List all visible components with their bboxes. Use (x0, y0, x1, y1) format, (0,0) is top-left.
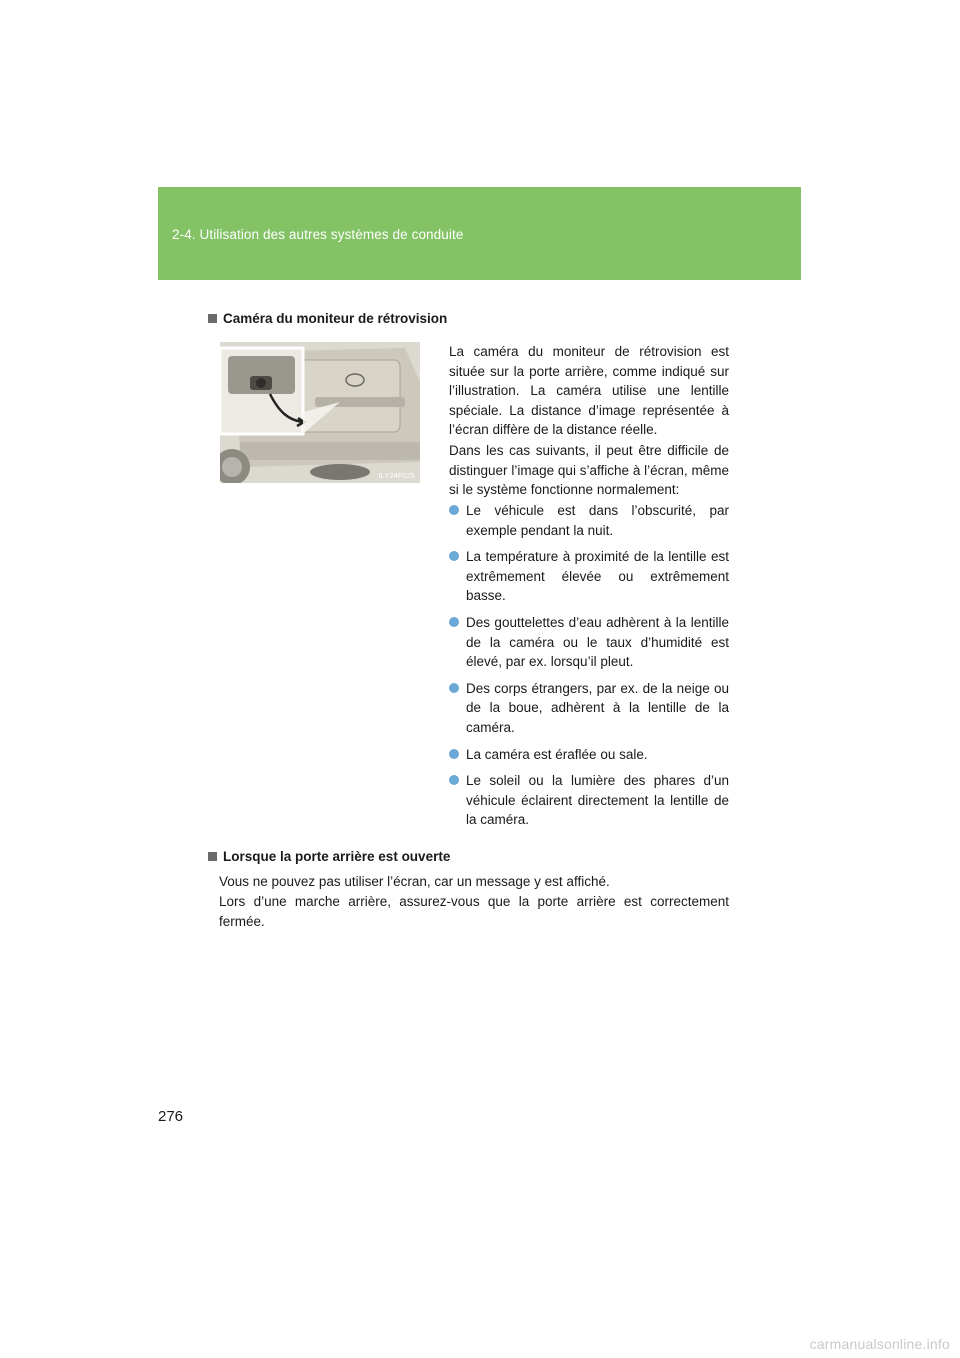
intro-paragraph-2: Dans les cas suivants, il peut être difficile de distinguer l’image qui s’affiche à l’écran, même si le système fonctionne normalement: (449, 443, 729, 498)
circle-bullet-icon (449, 775, 459, 785)
rear-door-line-1: Vous ne pouvez pas utiliser l’écran, car un message y est affiché. (219, 874, 610, 889)
circle-bullet-icon (449, 617, 459, 627)
conditions-list (449, 501, 729, 837)
list-item (449, 679, 729, 738)
section-heading-camera-text: Caméra du moniteur de rétrovision (223, 311, 448, 326)
rear-camera-illustration (220, 342, 420, 483)
square-bullet-icon (208, 314, 217, 323)
list-item-text: Des corps étrangers, par ex. de la neige ou de la boue, adhèrent à la lentille de la caméra. (466, 680, 729, 735)
list-item-text: Le soleil ou la lumière des phares d’un véhicule éclairent directement la lentille de la caméra. (466, 773, 729, 828)
list-item (449, 547, 729, 606)
list-item (449, 613, 729, 672)
list-item (449, 745, 729, 765)
circle-bullet-icon (449, 749, 459, 759)
intro-paragraph-1: La caméra du moniteur de rétrovision est située sur la porte arrière, comme indiqué sur l’illustration. La caméra utilise une lentille spéciale. La distance d’image représentée à l’écran diffère de la distance réelle. (449, 344, 729, 438)
vehicle-rear-image (220, 342, 420, 483)
section-heading-rear-door-text: Lorsque la porte arrière est ouverte (223, 849, 451, 864)
section-heading-rear-door (208, 849, 450, 864)
list-item (449, 501, 729, 540)
circle-bullet-icon (449, 683, 459, 693)
circle-bullet-icon (449, 551, 459, 561)
chapter-section-title: 2-4. Utilisation des autres systèmes de conduite (172, 227, 464, 242)
figure-code: ILY24F025 (378, 473, 415, 480)
list-item-text: La caméra est éraflée ou sale. (466, 746, 648, 762)
rear-door-line-2: Lors d’une marche arrière, assurez-vous que la porte arrière est correctement fermée. (219, 894, 729, 929)
square-bullet-icon (208, 852, 217, 861)
page-number: 276 (158, 1108, 184, 1125)
circle-bullet-icon (449, 505, 459, 515)
list-item-text: La température à proximité de la lentille est extrêmement élevée ou extrêmement basse. (466, 549, 729, 604)
watermark-text: carmanualsonline.info (809, 1336, 950, 1352)
list-item-text: Le véhicule est dans l’obscurité, par exemple pendant la nuit. (466, 503, 729, 538)
section-heading-camera (208, 311, 447, 326)
chapter-header-bar (158, 187, 801, 280)
list-item (449, 771, 729, 830)
list-item-text: Des gouttelettes d’eau adhèrent à la lentille de la caméra ou le taux d’humidité est élevé, par ex. lorsqu’il pleut. (466, 614, 729, 670)
